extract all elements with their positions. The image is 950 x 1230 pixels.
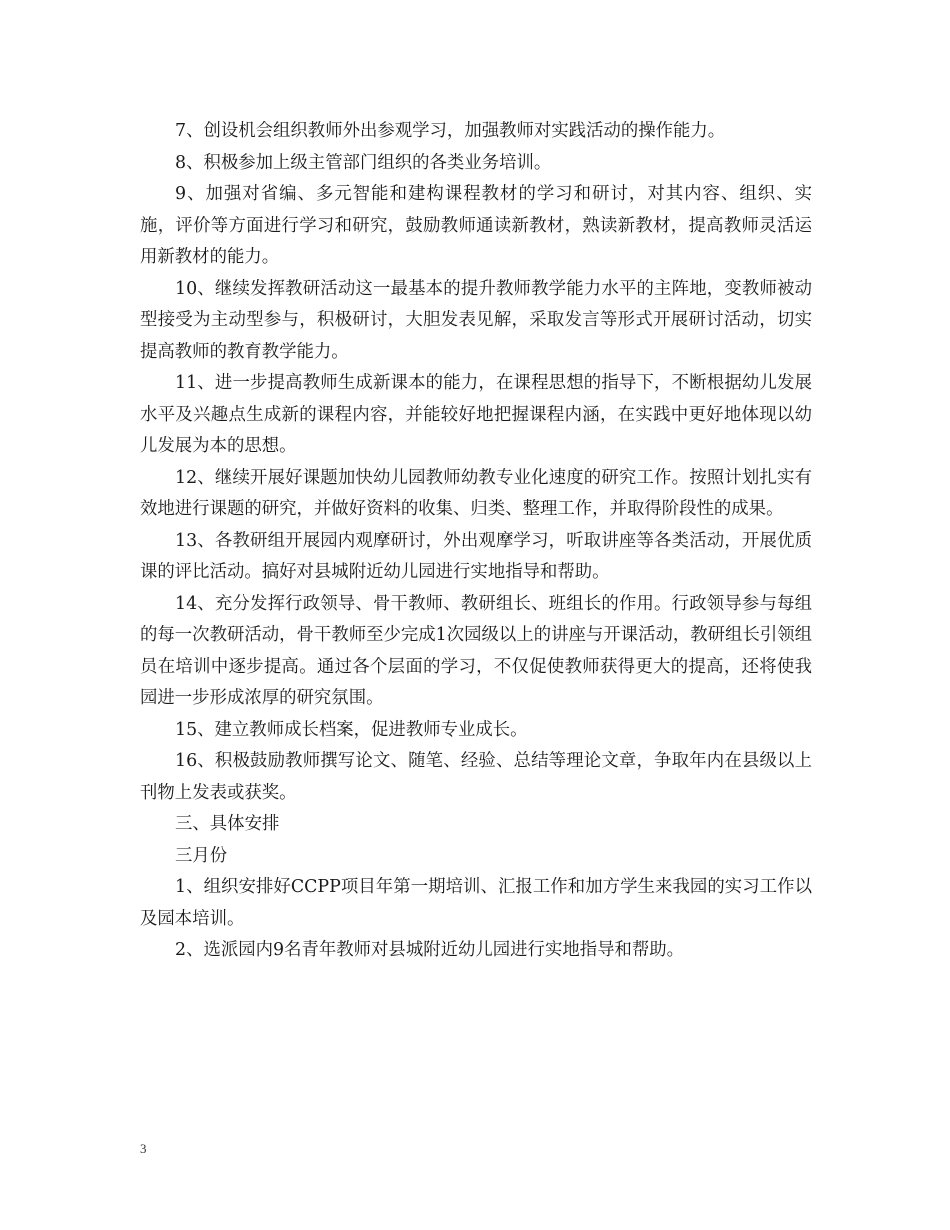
paragraph-item-8: 8、积极参加上级主管部门组织的各类业务培训。 xyxy=(175,152,552,173)
paragraph-item-13: 13、各教研组开展园内观摩研讨，外出观摩学习，听取讲座等各类活动，开展优质课的评比活动。搞好对县城附近幼儿园进行实地指导和帮助。 xyxy=(140,530,812,582)
paragraph-item-15: 15、建立教师成长档案，促进教师专业成长。 xyxy=(175,719,528,740)
schedule-item-1: 1、组织安排好CCPP项目年第一期培训、汇报工作和加方学生来我园的实习工作以及园本培训。 xyxy=(140,877,812,929)
page-number: 3 xyxy=(140,1141,147,1156)
paragraph-item-16: 16、积极鼓励教师撰写论文、随笔、经验、总结等理论文章，争取年内在县级以上刊物上发表或获奖。 xyxy=(140,751,812,803)
paragraph-item-7: 7、创设机会组织教师外出参观学习，加强教师对实践活动的操作能力。 xyxy=(175,121,726,141)
document-body xyxy=(140,116,812,967)
paragraph-item-11: 11、进一步提高教师生成新课本的能力，在课程思想的指导下，不断根据幼儿发展水平及兴趣点生成新的课程内容，并能较好地把握课程内涵，在实践中更好地体现以幼儿发展为本的思想。 xyxy=(140,373,812,456)
section-heading: 三、具体安排 xyxy=(175,814,280,834)
schedule-item-2: 2、选派园内9名青年教师对县城附近幼儿园进行实地指导和帮助。 xyxy=(175,940,685,960)
month-heading: 三月份 xyxy=(175,845,228,866)
paragraph-item-9: 9、加强对省编、多元智能和建构课程教材的学习和研讨，对其内容、组织、实施，评价等方面进行学习和研究，鼓励教师通读新教材，熟读新教材，提高教师灵活运用新教材的能力。 xyxy=(140,184,812,267)
paragraph-item-12: 12、继续开展好课题加快幼儿园教师幼教专业化速度的研究工作。按照计划扎实有效地进行课题的研究，并做好资料的收集、归类、整理工作，并取得阶段性的成果。 xyxy=(140,467,812,519)
paragraph-item-10: 10、继续发挥教研活动这一最基本的提升教师教学能力水平的主阵地，变教师被动型接受为主动型参与，积极研讨，大胆发表见解，采取发言等形式开展研讨活动，切实提高教师的教育教学能力。 xyxy=(140,278,812,362)
paragraph-item-14: 14、充分发挥行政领导、骨干教师、教研组长、班组长的作用。行政领导参与每组的每一次教研活动，骨干教师至少完成1次园级以上的讲座与开课活动，教研组长引领组员在培训中逐步提高。通过各个层面的学习，不仅促使教师获得更大的提高，还将使我园进一步形成浓厚的研究氛围。 xyxy=(140,593,812,708)
